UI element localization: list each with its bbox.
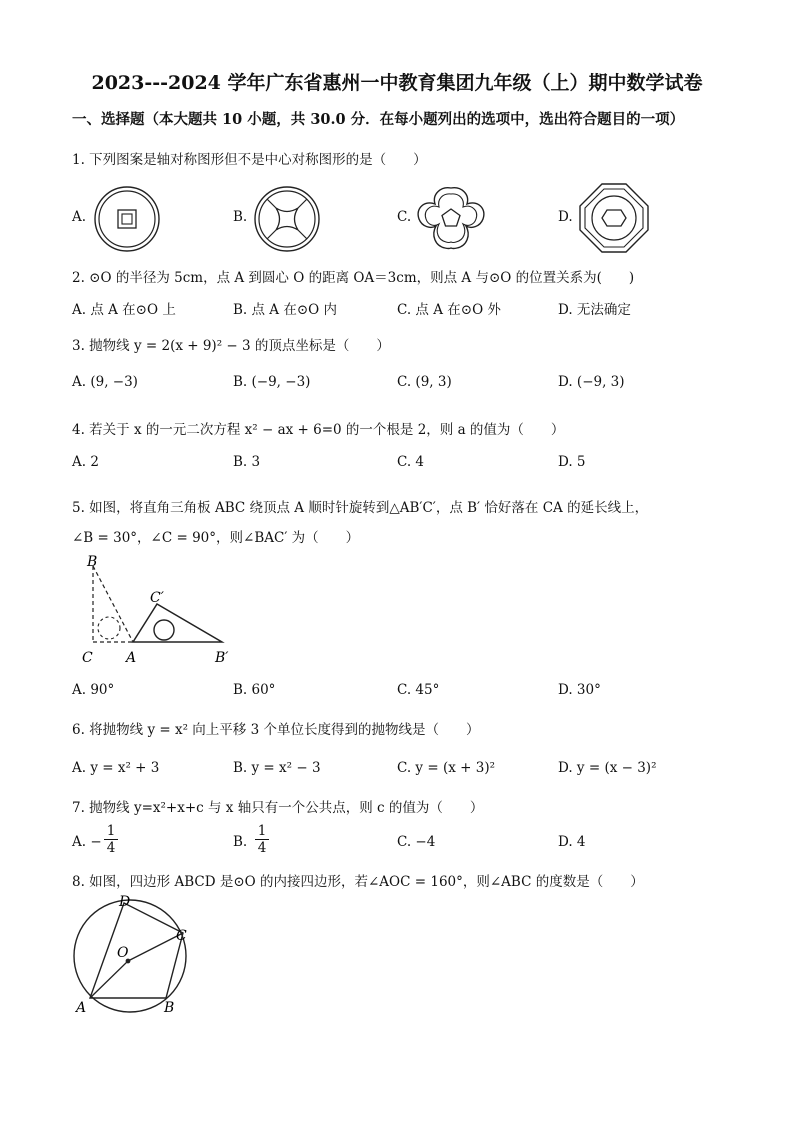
q2-option-c: C. 点 A 在⊙O 外 (397, 302, 501, 318)
q8-label-b: B (164, 1000, 175, 1016)
q5-label-b-prime: B′ (215, 650, 229, 666)
q6-option-d: D. y = (x − 3)² (558, 760, 657, 776)
q7-option-c: C. −4 (397, 834, 436, 850)
q6-stem: 6. 将抛物线 y = x² 向上平移 3 个单位长度得到的抛物线是（ ） (72, 722, 480, 738)
q7-option-b-numerator: 1 (255, 823, 269, 840)
q7-option-a-numerator: 1 (104, 823, 118, 840)
q3-option-c: C. (9, 3) (397, 374, 452, 390)
q5-label-a: A (126, 650, 137, 666)
q1-figure-b-coin-icon (252, 184, 322, 254)
q8-stem: 8. 如图，四边形 ABCD 是⊙O 的内接四边形，若∠AOC = 160°，则∠ABC 的度数是（ ） (72, 874, 644, 890)
q1-option-d: D. (558, 209, 573, 225)
q4-stem: 4. 若关于 x 的一元二次方程 x² − ax + 6=0 的一个根是 2，则 a 的值为（ ） (72, 422, 565, 438)
q1-figure-d-octagon-icon (577, 181, 651, 255)
q8-label-c: C (176, 928, 187, 944)
q8-label-a: A (76, 1000, 87, 1016)
q1-option-b: B. (233, 209, 248, 225)
section-heading: 一、选择题（本大题共 10 小题，共 30.0 分．在每小题列出的选项中，选出符合题目的一项） (72, 111, 685, 128)
q6-option-a: A. y = x² + 3 (72, 760, 160, 776)
q7-option-b-prefix: B. (233, 834, 248, 850)
q7-stem: 7. 抛物线 y=x²+x+c 与 x 轴只有一个公共点，则 c 的值为（ ） (72, 800, 484, 816)
q1-option-c: C. (397, 209, 412, 225)
q5-label-c-prime: C′ (150, 590, 164, 606)
q8-circle-figure (66, 890, 206, 1020)
q4-option-d: D. 5 (558, 454, 586, 470)
q5-label-b: B (87, 554, 98, 570)
q7-option-a-denominator: 4 (106, 840, 116, 856)
q3-option-d: D. (−9, 3) (558, 374, 625, 390)
q1-figure-c-flower-icon (413, 182, 489, 256)
q2-stem: 2. ⊙O 的半径为 5cm，点 A 到圆心 O 的距离 OA＝3cm，则点 A 与⊙O 的位置关系为( ) (72, 270, 635, 286)
q4-option-a: A. 2 (72, 454, 99, 470)
q1-figure-a-coin-icon (92, 184, 162, 254)
q7-option-a-fraction (104, 823, 118, 856)
q3-option-a: A. (9, −3) (72, 374, 138, 390)
q7-option-d: D. 4 (558, 834, 586, 850)
q8-label-o: O (117, 945, 129, 961)
page-title: 2023---2024 学年广东省惠州一中教育集团九年级（上）期中数学试卷 (91, 72, 703, 94)
q2-option-d: D. 无法确定 (558, 302, 631, 318)
q3-option-b: B. (−9, −3) (233, 374, 311, 390)
q1-stem: 1. 下列图案是轴对称图形但不是中心对称图形的是（ ） (72, 152, 427, 168)
q5-option-c: C. 45° (397, 682, 440, 698)
q5-label-c: C (82, 650, 93, 666)
q1-option-a: A. (72, 209, 87, 225)
q7-option-a-prefix: A. − (72, 834, 102, 850)
q4-option-b: B. 3 (233, 454, 261, 470)
q2-option-a: A. 点 A 在⊙O 上 (72, 302, 176, 318)
q5-stem-line2: ∠B = 30°，∠C = 90°，则∠BAC′ 为（ ） (72, 530, 360, 546)
q6-option-b: B. y = x² − 3 (233, 760, 321, 776)
q2-option-b: B. 点 A 在⊙O 内 (233, 302, 338, 318)
q5-triangle-figure (76, 552, 246, 670)
q5-stem-line1: 5. 如图，将直角三角板 ABC 绕顶点 A 顺时针旋转到△AB′C′，点 B′ 恰好落在 CA 的延长线上， (72, 500, 649, 516)
q3-stem: 3. 抛物线 y = 2(x + 9)² − 3 的顶点坐标是（ ） (72, 338, 390, 354)
q5-option-b: B. 60° (233, 682, 276, 698)
q8-label-d: D (119, 894, 131, 910)
q6-option-c: C. y = (x + 3)² (397, 760, 495, 776)
q5-option-a: A. 90° (72, 682, 115, 698)
q7-option-b-fraction (255, 823, 269, 856)
q4-option-c: C. 4 (397, 454, 425, 470)
q7-option-b-denominator: 4 (257, 840, 267, 856)
q5-option-d: D. 30° (558, 682, 601, 698)
